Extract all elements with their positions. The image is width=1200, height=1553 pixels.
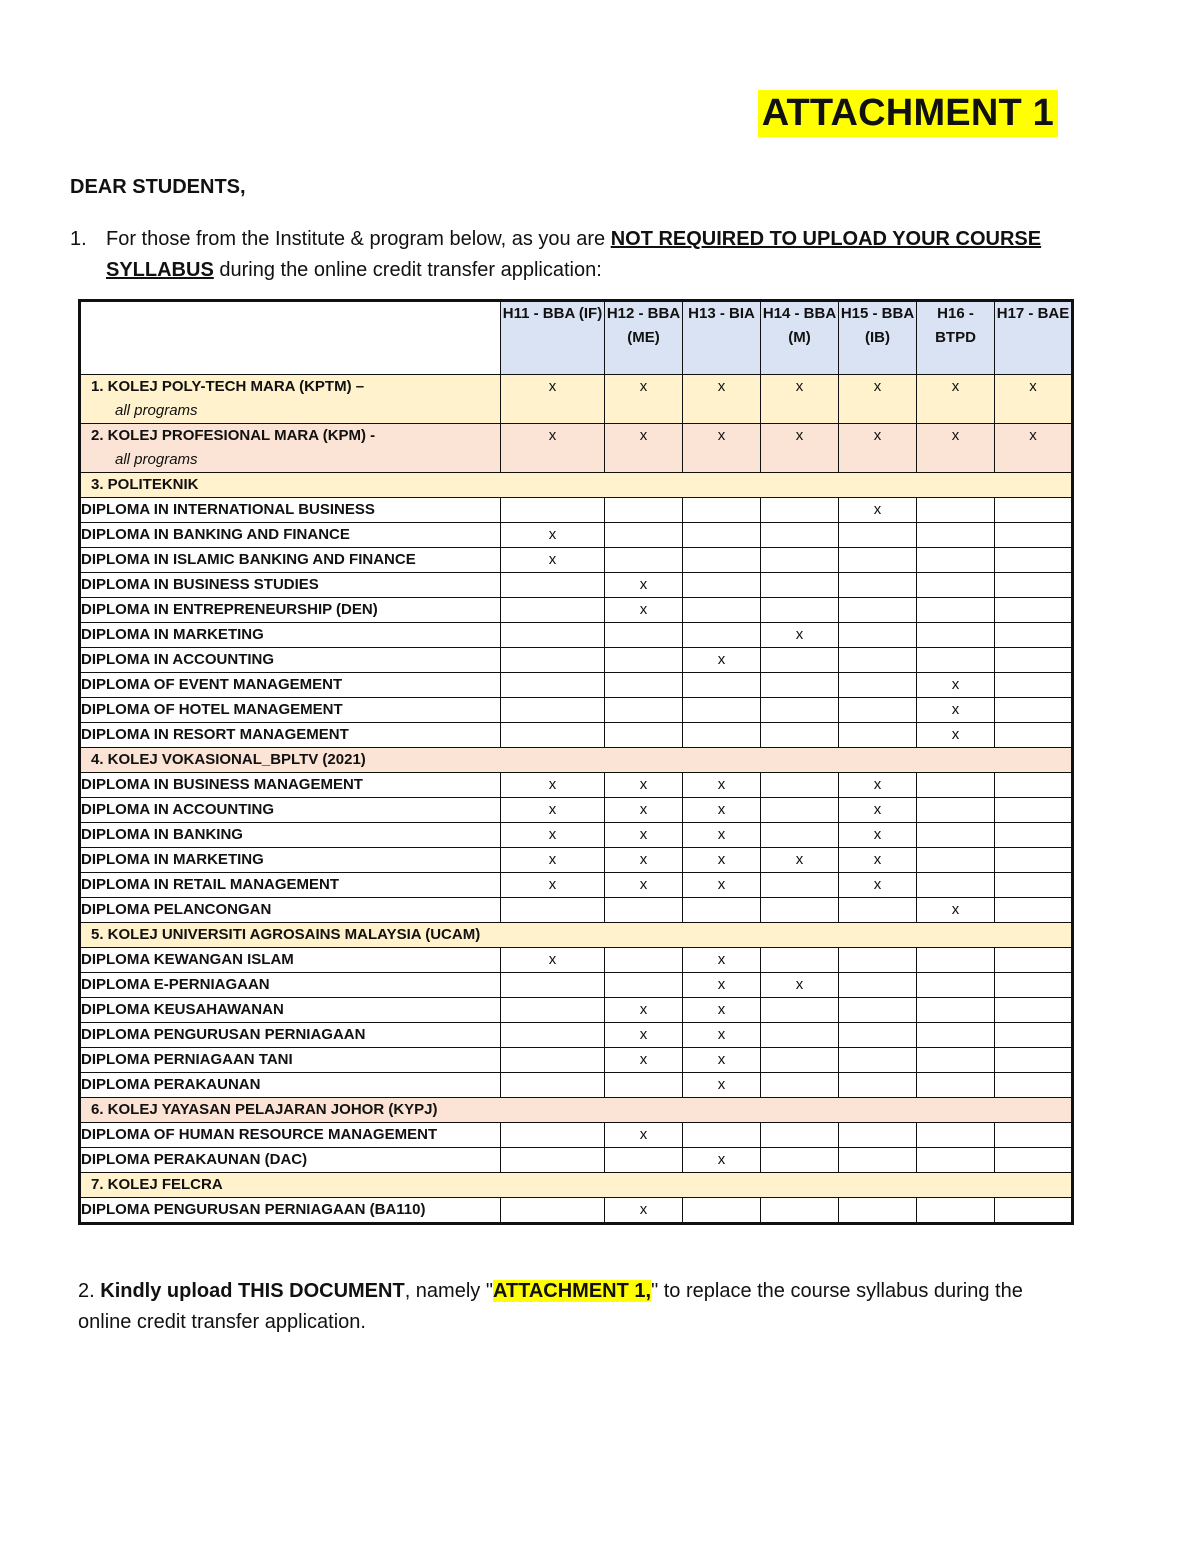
mark-cell: x	[605, 1048, 683, 1073]
program-name: DIPLOMA PELANCONGAN	[80, 898, 501, 923]
table-row	[80, 1123, 1073, 1148]
section-row	[80, 923, 1073, 948]
mark-cell	[995, 523, 1073, 548]
mark-cell	[839, 723, 917, 748]
section-row	[80, 424, 1073, 473]
mark-cell	[605, 973, 683, 998]
paragraph-tail: " to replace the course syllabus during the online credit transfer application.	[78, 1280, 1023, 1333]
mark-cell	[995, 548, 1073, 573]
program-name: DIPLOMA IN ENTREPRENEURSHIP (DEN)	[80, 598, 501, 623]
paragraph-number: 2.	[78, 1280, 95, 1302]
program-name: DIPLOMA PERAKAUNAN (DAC)	[80, 1148, 501, 1173]
program-name: DIPLOMA OF EVENT MANAGEMENT	[80, 673, 501, 698]
program-name: DIPLOMA IN ACCOUNTING	[80, 648, 501, 673]
mark-cell	[995, 573, 1073, 598]
paragraph-lead: For those from the Institute & program below, as you are	[106, 228, 611, 250]
mark-cell: x	[761, 424, 839, 473]
mark-cell	[917, 873, 995, 898]
mark-cell: x	[605, 798, 683, 823]
mark-cell: x	[501, 424, 605, 473]
mark-cell: x	[995, 424, 1073, 473]
mark-cell	[683, 1123, 761, 1148]
mark-cell: x	[917, 673, 995, 698]
mark-cell	[995, 1073, 1073, 1098]
mark-cell: x	[761, 623, 839, 648]
mark-cell	[917, 1073, 995, 1098]
program-name: DIPLOMA IN BUSINESS MANAGEMENT	[80, 773, 501, 798]
mark-cell	[501, 1048, 605, 1073]
mark-cell	[501, 573, 605, 598]
mark-cell: x	[605, 1023, 683, 1048]
mark-cell	[839, 1023, 917, 1048]
table-row	[80, 773, 1073, 798]
mark-cell	[683, 573, 761, 598]
mark-cell	[917, 523, 995, 548]
mark-cell	[917, 823, 995, 848]
mark-cell	[761, 548, 839, 573]
mark-cell	[995, 598, 1073, 623]
mark-cell	[501, 998, 605, 1023]
mark-cell: x	[683, 798, 761, 823]
mark-cell	[995, 673, 1073, 698]
table-row	[80, 1073, 1073, 1098]
mark-cell: x	[917, 723, 995, 748]
mark-cell	[839, 648, 917, 673]
mark-cell	[995, 1048, 1073, 1073]
mark-cell: x	[605, 1123, 683, 1148]
mark-cell: x	[501, 548, 605, 573]
mark-cell	[839, 973, 917, 998]
section-title-cell	[80, 748, 1073, 773]
table-row	[80, 598, 1073, 623]
program-name: DIPLOMA IN ISLAMIC BANKING AND FINANCE	[80, 548, 501, 573]
mark-cell	[605, 1148, 683, 1173]
mark-cell	[761, 1198, 839, 1224]
mark-cell	[917, 623, 995, 648]
mark-cell	[761, 498, 839, 523]
mark-cell	[839, 598, 917, 623]
mark-cell: x	[605, 424, 683, 473]
section-row	[80, 1173, 1073, 1198]
mark-cell	[761, 1023, 839, 1048]
mark-cell	[683, 498, 761, 523]
instruction-paragraph-1	[70, 224, 1070, 286]
mark-cell	[917, 1148, 995, 1173]
mark-cell	[761, 573, 839, 598]
mark-cell	[501, 1073, 605, 1098]
mark-cell: x	[501, 848, 605, 873]
mark-cell: x	[605, 848, 683, 873]
mark-cell	[761, 998, 839, 1023]
mark-cell: x	[917, 424, 995, 473]
paragraph-mid: , namely "	[404, 1280, 493, 1302]
mark-cell: x	[501, 773, 605, 798]
mark-cell	[839, 1048, 917, 1073]
program-name: DIPLOMA PERAKAUNAN	[80, 1073, 501, 1098]
mark-cell	[761, 648, 839, 673]
table-row	[80, 548, 1073, 573]
mark-cell	[605, 723, 683, 748]
mark-cell: x	[839, 773, 917, 798]
mark-cell: x	[501, 823, 605, 848]
table-row	[80, 1023, 1073, 1048]
mark-cell	[995, 698, 1073, 723]
section-row	[80, 748, 1073, 773]
table-row	[80, 798, 1073, 823]
mark-cell	[995, 998, 1073, 1023]
mark-cell	[501, 648, 605, 673]
mark-cell: x	[683, 773, 761, 798]
mark-cell	[501, 498, 605, 523]
mark-cell: x	[605, 598, 683, 623]
mark-cell	[995, 898, 1073, 923]
mark-cell: x	[683, 873, 761, 898]
column-header: H15 - BBA (IB)	[839, 301, 917, 375]
mark-cell	[761, 723, 839, 748]
mark-cell	[605, 673, 683, 698]
document-title: ATTACHMENT 1	[758, 90, 1058, 137]
mark-cell	[917, 498, 995, 523]
mark-cell	[501, 623, 605, 648]
paragraph-tail: during the online credit transfer application:	[213, 259, 602, 281]
mark-cell	[995, 798, 1073, 823]
mark-cell: x	[501, 798, 605, 823]
section-title: 5. KOLEJ UNIVERSITI AGROSAINS MALAYSIA (UCAM)	[91, 926, 481, 943]
table-row	[80, 673, 1073, 698]
section-row	[80, 473, 1073, 498]
mark-cell	[839, 998, 917, 1023]
mark-cell: x	[683, 1023, 761, 1048]
table-row	[80, 498, 1073, 523]
table-row	[80, 898, 1073, 923]
mark-cell: x	[683, 823, 761, 848]
program-name: DIPLOMA OF HOTEL MANAGEMENT	[80, 698, 501, 723]
mark-cell	[995, 1148, 1073, 1173]
mark-cell	[605, 698, 683, 723]
mark-cell: x	[839, 375, 917, 424]
mark-cell	[917, 548, 995, 573]
mark-cell	[761, 773, 839, 798]
mark-cell: x	[995, 375, 1073, 424]
mark-cell	[839, 1198, 917, 1224]
table-row	[80, 948, 1073, 973]
mark-cell: x	[683, 424, 761, 473]
mark-cell	[839, 1073, 917, 1098]
mark-cell	[839, 623, 917, 648]
mark-cell: x	[683, 1148, 761, 1173]
mark-cell	[995, 873, 1073, 898]
paragraph-emphasis: NOT REQUIRED TO UPLOAD YOUR COURSE SYLLABUS	[106, 228, 1042, 281]
mark-cell	[917, 973, 995, 998]
table-row	[80, 973, 1073, 998]
mark-cell: x	[501, 873, 605, 898]
program-name: DIPLOMA E-PERNIAGAAN	[80, 973, 501, 998]
table-body	[80, 375, 1073, 1224]
program-name: DIPLOMA IN BANKING AND FINANCE	[80, 523, 501, 548]
program-name: DIPLOMA IN ACCOUNTING	[80, 798, 501, 823]
mark-cell	[995, 1198, 1073, 1224]
mark-cell	[683, 598, 761, 623]
table-row	[80, 998, 1073, 1023]
mark-cell	[761, 898, 839, 923]
mark-cell	[683, 723, 761, 748]
mark-cell: x	[839, 498, 917, 523]
program-name: DIPLOMA IN INTERNATIONAL BUSINESS	[80, 498, 501, 523]
program-name: DIPLOMA IN BUSINESS STUDIES	[80, 573, 501, 598]
mark-cell	[761, 823, 839, 848]
mark-cell	[839, 898, 917, 923]
paragraph-lead: Kindly upload THIS DOCUMENT	[100, 1280, 405, 1302]
paragraph-number: 1.	[70, 228, 87, 250]
instruction-paragraph-2	[78, 1276, 1078, 1338]
mark-cell	[761, 1148, 839, 1173]
mark-cell	[917, 648, 995, 673]
mark-cell: x	[683, 948, 761, 973]
mark-cell: x	[917, 898, 995, 923]
mark-cell: x	[839, 823, 917, 848]
column-header: H11 - BBA (IF)	[501, 301, 605, 375]
greeting: DEAR STUDENTS,	[70, 176, 246, 198]
section-title-cell	[80, 1173, 1073, 1198]
program-name: DIPLOMA PENGURUSAN PERNIAGAAN	[80, 1023, 501, 1048]
mark-cell: x	[605, 1198, 683, 1224]
section-row	[80, 1098, 1073, 1123]
mark-cell	[605, 1073, 683, 1098]
mark-cell	[917, 1198, 995, 1224]
mark-cell	[839, 948, 917, 973]
mark-cell	[761, 873, 839, 898]
mark-cell: x	[839, 848, 917, 873]
section-title: 4. KOLEJ VOKASIONAL_BPLTV (2021)	[91, 751, 366, 768]
table-row	[80, 623, 1073, 648]
mark-cell	[917, 998, 995, 1023]
mark-cell: x	[683, 648, 761, 673]
mark-cell	[917, 773, 995, 798]
mark-cell	[761, 523, 839, 548]
mark-cell: x	[683, 1073, 761, 1098]
mark-cell	[917, 598, 995, 623]
program-name: DIPLOMA KEUSAHAWANAN	[80, 998, 501, 1023]
mark-cell: x	[761, 973, 839, 998]
table-row	[80, 698, 1073, 723]
mark-cell: x	[683, 375, 761, 424]
mark-cell	[995, 1023, 1073, 1048]
mark-cell	[605, 648, 683, 673]
mark-cell: x	[761, 848, 839, 873]
mark-cell	[995, 773, 1073, 798]
mark-cell	[683, 1198, 761, 1224]
column-header: H17 - BAE	[995, 301, 1073, 375]
mark-cell	[995, 723, 1073, 748]
mark-cell	[501, 1123, 605, 1148]
mark-cell	[501, 598, 605, 623]
table-row	[80, 1048, 1073, 1073]
mark-cell	[761, 698, 839, 723]
mark-cell: x	[605, 375, 683, 424]
mark-cell: x	[605, 773, 683, 798]
section-title: 2. KOLEJ PROFESIONAL MARA (KPM) -	[91, 427, 376, 444]
mark-cell	[917, 573, 995, 598]
section-title: 7. KOLEJ FELCRA	[91, 1176, 223, 1193]
mark-cell: x	[917, 698, 995, 723]
section-subtitle: all programs	[115, 451, 198, 468]
table-row	[80, 848, 1073, 873]
mark-cell: x	[501, 523, 605, 548]
program-name: DIPLOMA PERNIAGAAN TANI	[80, 1048, 501, 1073]
table-row	[80, 573, 1073, 598]
section-row	[80, 375, 1073, 424]
mark-cell	[995, 848, 1073, 873]
mark-cell: x	[839, 424, 917, 473]
mark-cell	[761, 1123, 839, 1148]
section-title-cell	[80, 473, 1073, 498]
mark-cell	[683, 698, 761, 723]
mark-cell	[683, 623, 761, 648]
mark-cell	[995, 498, 1073, 523]
mark-cell: x	[683, 848, 761, 873]
attachment-highlight: ATTACHMENT 1,	[492, 1280, 652, 1302]
program-name: DIPLOMA IN RESORT MANAGEMENT	[80, 723, 501, 748]
program-name: DIPLOMA IN MARKETING	[80, 848, 501, 873]
section-title-cell	[80, 375, 501, 424]
title-wrapper	[758, 90, 1058, 137]
section-title-cell	[80, 923, 1073, 948]
mark-cell	[605, 498, 683, 523]
table-row	[80, 723, 1073, 748]
programs-table	[78, 299, 1074, 1225]
mark-cell	[917, 1048, 995, 1073]
mark-cell: x	[501, 375, 605, 424]
table-row	[80, 1148, 1073, 1173]
mark-cell: x	[761, 375, 839, 424]
mark-cell: x	[501, 948, 605, 973]
mark-cell	[501, 723, 605, 748]
mark-cell	[761, 948, 839, 973]
mark-cell	[605, 898, 683, 923]
paragraph-text	[106, 224, 1070, 286]
mark-cell	[501, 898, 605, 923]
mark-cell	[839, 573, 917, 598]
mark-cell	[605, 523, 683, 548]
mark-cell	[839, 523, 917, 548]
table-row	[80, 873, 1073, 898]
mark-cell	[605, 948, 683, 973]
mark-cell: x	[839, 798, 917, 823]
mark-cell: x	[683, 1048, 761, 1073]
mark-cell	[501, 1148, 605, 1173]
table-row	[80, 1198, 1073, 1224]
mark-cell: x	[605, 998, 683, 1023]
mark-cell	[995, 823, 1073, 848]
mark-cell	[839, 1148, 917, 1173]
table-row	[80, 823, 1073, 848]
mark-cell	[839, 548, 917, 573]
mark-cell	[839, 1123, 917, 1148]
mark-cell: x	[683, 998, 761, 1023]
column-header: H14 - BBA (M)	[761, 301, 839, 375]
table-row	[80, 648, 1073, 673]
section-title: 1. KOLEJ POLY-TECH MARA (KPTM) –	[91, 378, 365, 395]
mark-cell	[501, 973, 605, 998]
mark-cell	[683, 898, 761, 923]
section-title: 6. KOLEJ YAYASAN PELAJARAN JOHOR (KYPJ)	[91, 1101, 438, 1118]
mark-cell	[501, 698, 605, 723]
header-blank-cell	[80, 301, 501, 375]
mark-cell	[917, 848, 995, 873]
mark-cell	[839, 698, 917, 723]
table-row	[80, 523, 1073, 548]
column-header: H12 - BBA (ME)	[605, 301, 683, 375]
mark-cell	[605, 623, 683, 648]
mark-cell	[995, 648, 1073, 673]
mark-cell	[605, 548, 683, 573]
mark-cell	[761, 1073, 839, 1098]
mark-cell: x	[605, 873, 683, 898]
mark-cell	[917, 948, 995, 973]
mark-cell	[995, 973, 1073, 998]
column-header: H16 - BTPD	[917, 301, 995, 375]
mark-cell: x	[917, 375, 995, 424]
mark-cell	[501, 673, 605, 698]
program-name: DIPLOMA KEWANGAN ISLAM	[80, 948, 501, 973]
table-header-row	[80, 301, 1073, 375]
mark-cell	[761, 673, 839, 698]
mark-cell	[761, 1048, 839, 1073]
mark-cell	[501, 1198, 605, 1224]
mark-cell	[761, 598, 839, 623]
mark-cell	[995, 948, 1073, 973]
mark-cell: x	[605, 573, 683, 598]
mark-cell	[683, 523, 761, 548]
mark-cell: x	[839, 873, 917, 898]
program-name: DIPLOMA OF HUMAN RESOURCE MANAGEMENT	[80, 1123, 501, 1148]
section-subtitle: all programs	[115, 402, 198, 419]
section-title-cell	[80, 424, 501, 473]
mark-cell	[917, 1023, 995, 1048]
mark-cell	[683, 673, 761, 698]
program-name: DIPLOMA PENGURUSAN PERNIAGAAN (BA110)	[80, 1198, 501, 1224]
mark-cell	[917, 1123, 995, 1148]
column-header: H13 - BIA	[683, 301, 761, 375]
mark-cell	[917, 798, 995, 823]
mark-cell: x	[683, 973, 761, 998]
section-title: 3. POLITEKNIK	[91, 476, 199, 493]
program-name: DIPLOMA IN MARKETING	[80, 623, 501, 648]
mark-cell	[501, 1023, 605, 1048]
program-name: DIPLOMA IN BANKING	[80, 823, 501, 848]
mark-cell: x	[605, 823, 683, 848]
mark-cell	[995, 623, 1073, 648]
mark-cell	[995, 1123, 1073, 1148]
program-name: DIPLOMA IN RETAIL MANAGEMENT	[80, 873, 501, 898]
mark-cell	[839, 673, 917, 698]
section-title-cell	[80, 1098, 1073, 1123]
mark-cell	[683, 548, 761, 573]
mark-cell	[761, 798, 839, 823]
